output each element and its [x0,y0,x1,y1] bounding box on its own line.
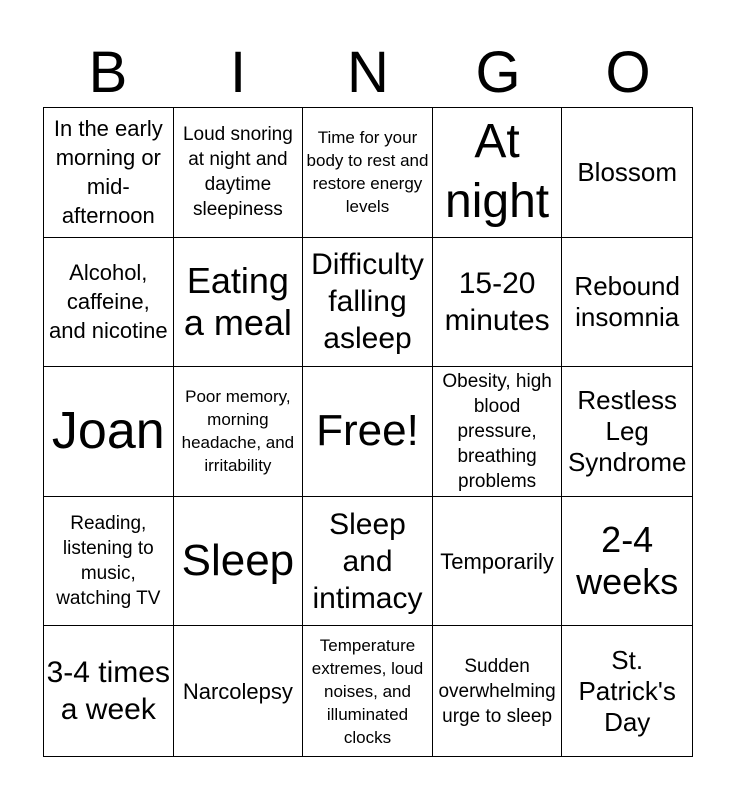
bingo-cell[interactable] [303,108,433,238]
bingo-cell[interactable] [303,238,433,368]
bingo-cell[interactable] [303,626,433,756]
cell-text: Temperature extremes, loud noises, and illuminated clocks [311,635,424,747]
bingo-header [43,40,693,106]
bingo-cell[interactable] [562,108,692,238]
header-letter-i: I [229,40,247,105]
bingo-cell[interactable] [174,626,304,756]
cell-text: Time for your body to rest and restore energy levels [306,128,429,217]
bingo-cell[interactable] [303,497,433,627]
bingo-cell[interactable] [562,238,692,368]
bingo-cell[interactable] [562,367,692,497]
cell-text: Eating a meal [183,259,292,343]
bingo-cell[interactable] [174,108,304,238]
cell-text: Rebound insomnia [574,270,680,332]
cell-text: Temporarily [440,548,554,574]
cell-text: Blossom [577,156,678,187]
cell-text: Sudden overwhelming urge to sleep [438,655,556,727]
bingo-cell[interactable] [174,497,304,627]
cell-text: St. Patrick's Day [578,644,676,737]
bingo-cell[interactable] [44,108,174,238]
bingo-cell[interactable] [433,497,563,627]
bingo-cell[interactable] [44,367,174,497]
bingo-cell[interactable] [44,497,174,627]
cell-text: At night [445,115,550,229]
cell-text: Free! [316,406,419,456]
cell-text: Restless Leg Syndrome [567,384,687,477]
cell-text: Sleep and intimacy [312,507,423,615]
bingo-cell[interactable] [562,626,692,756]
cell-text: Difficulty falling asleep [311,248,424,356]
bingo-card [43,107,693,757]
header-letter-b: B [88,40,128,105]
cell-text: Joan [51,402,165,461]
bingo-cell[interactable] [174,238,304,368]
cell-text: In the early morning or mid-afternoon [53,116,163,229]
bingo-cell[interactable] [303,367,433,497]
header-letter-n: N [347,40,389,105]
bingo-cell[interactable] [174,367,304,497]
cell-text: Narcolepsy [182,678,293,704]
cell-text: 15-20 minutes [444,266,550,337]
bingo-cell[interactable] [433,626,563,756]
bingo-cell[interactable] [44,238,174,368]
cell-text: Sleep [181,536,295,586]
header-letter-o: O [605,40,651,105]
cell-text: 3-4 times a week [46,656,170,727]
bingo-cell[interactable] [433,238,563,368]
bingo-cell[interactable] [562,497,692,627]
cell-text: Reading, listening to music, watching TV [56,513,161,610]
cell-text: 2-4 weeks [576,519,679,603]
bingo-cell[interactable] [433,367,563,497]
header-letter-g: G [475,40,521,105]
bingo-cell[interactable] [44,626,174,756]
cell-text: Obesity, high blood pressure, breathing problems [442,371,552,492]
cell-text: Poor memory, morning headache, and irritability [181,387,295,476]
bingo-cell[interactable] [433,108,563,238]
cell-text: Alcohol, caffeine, and nicotine [48,260,168,344]
cell-text: Loud snoring at night and daytime sleepiness [182,124,293,221]
